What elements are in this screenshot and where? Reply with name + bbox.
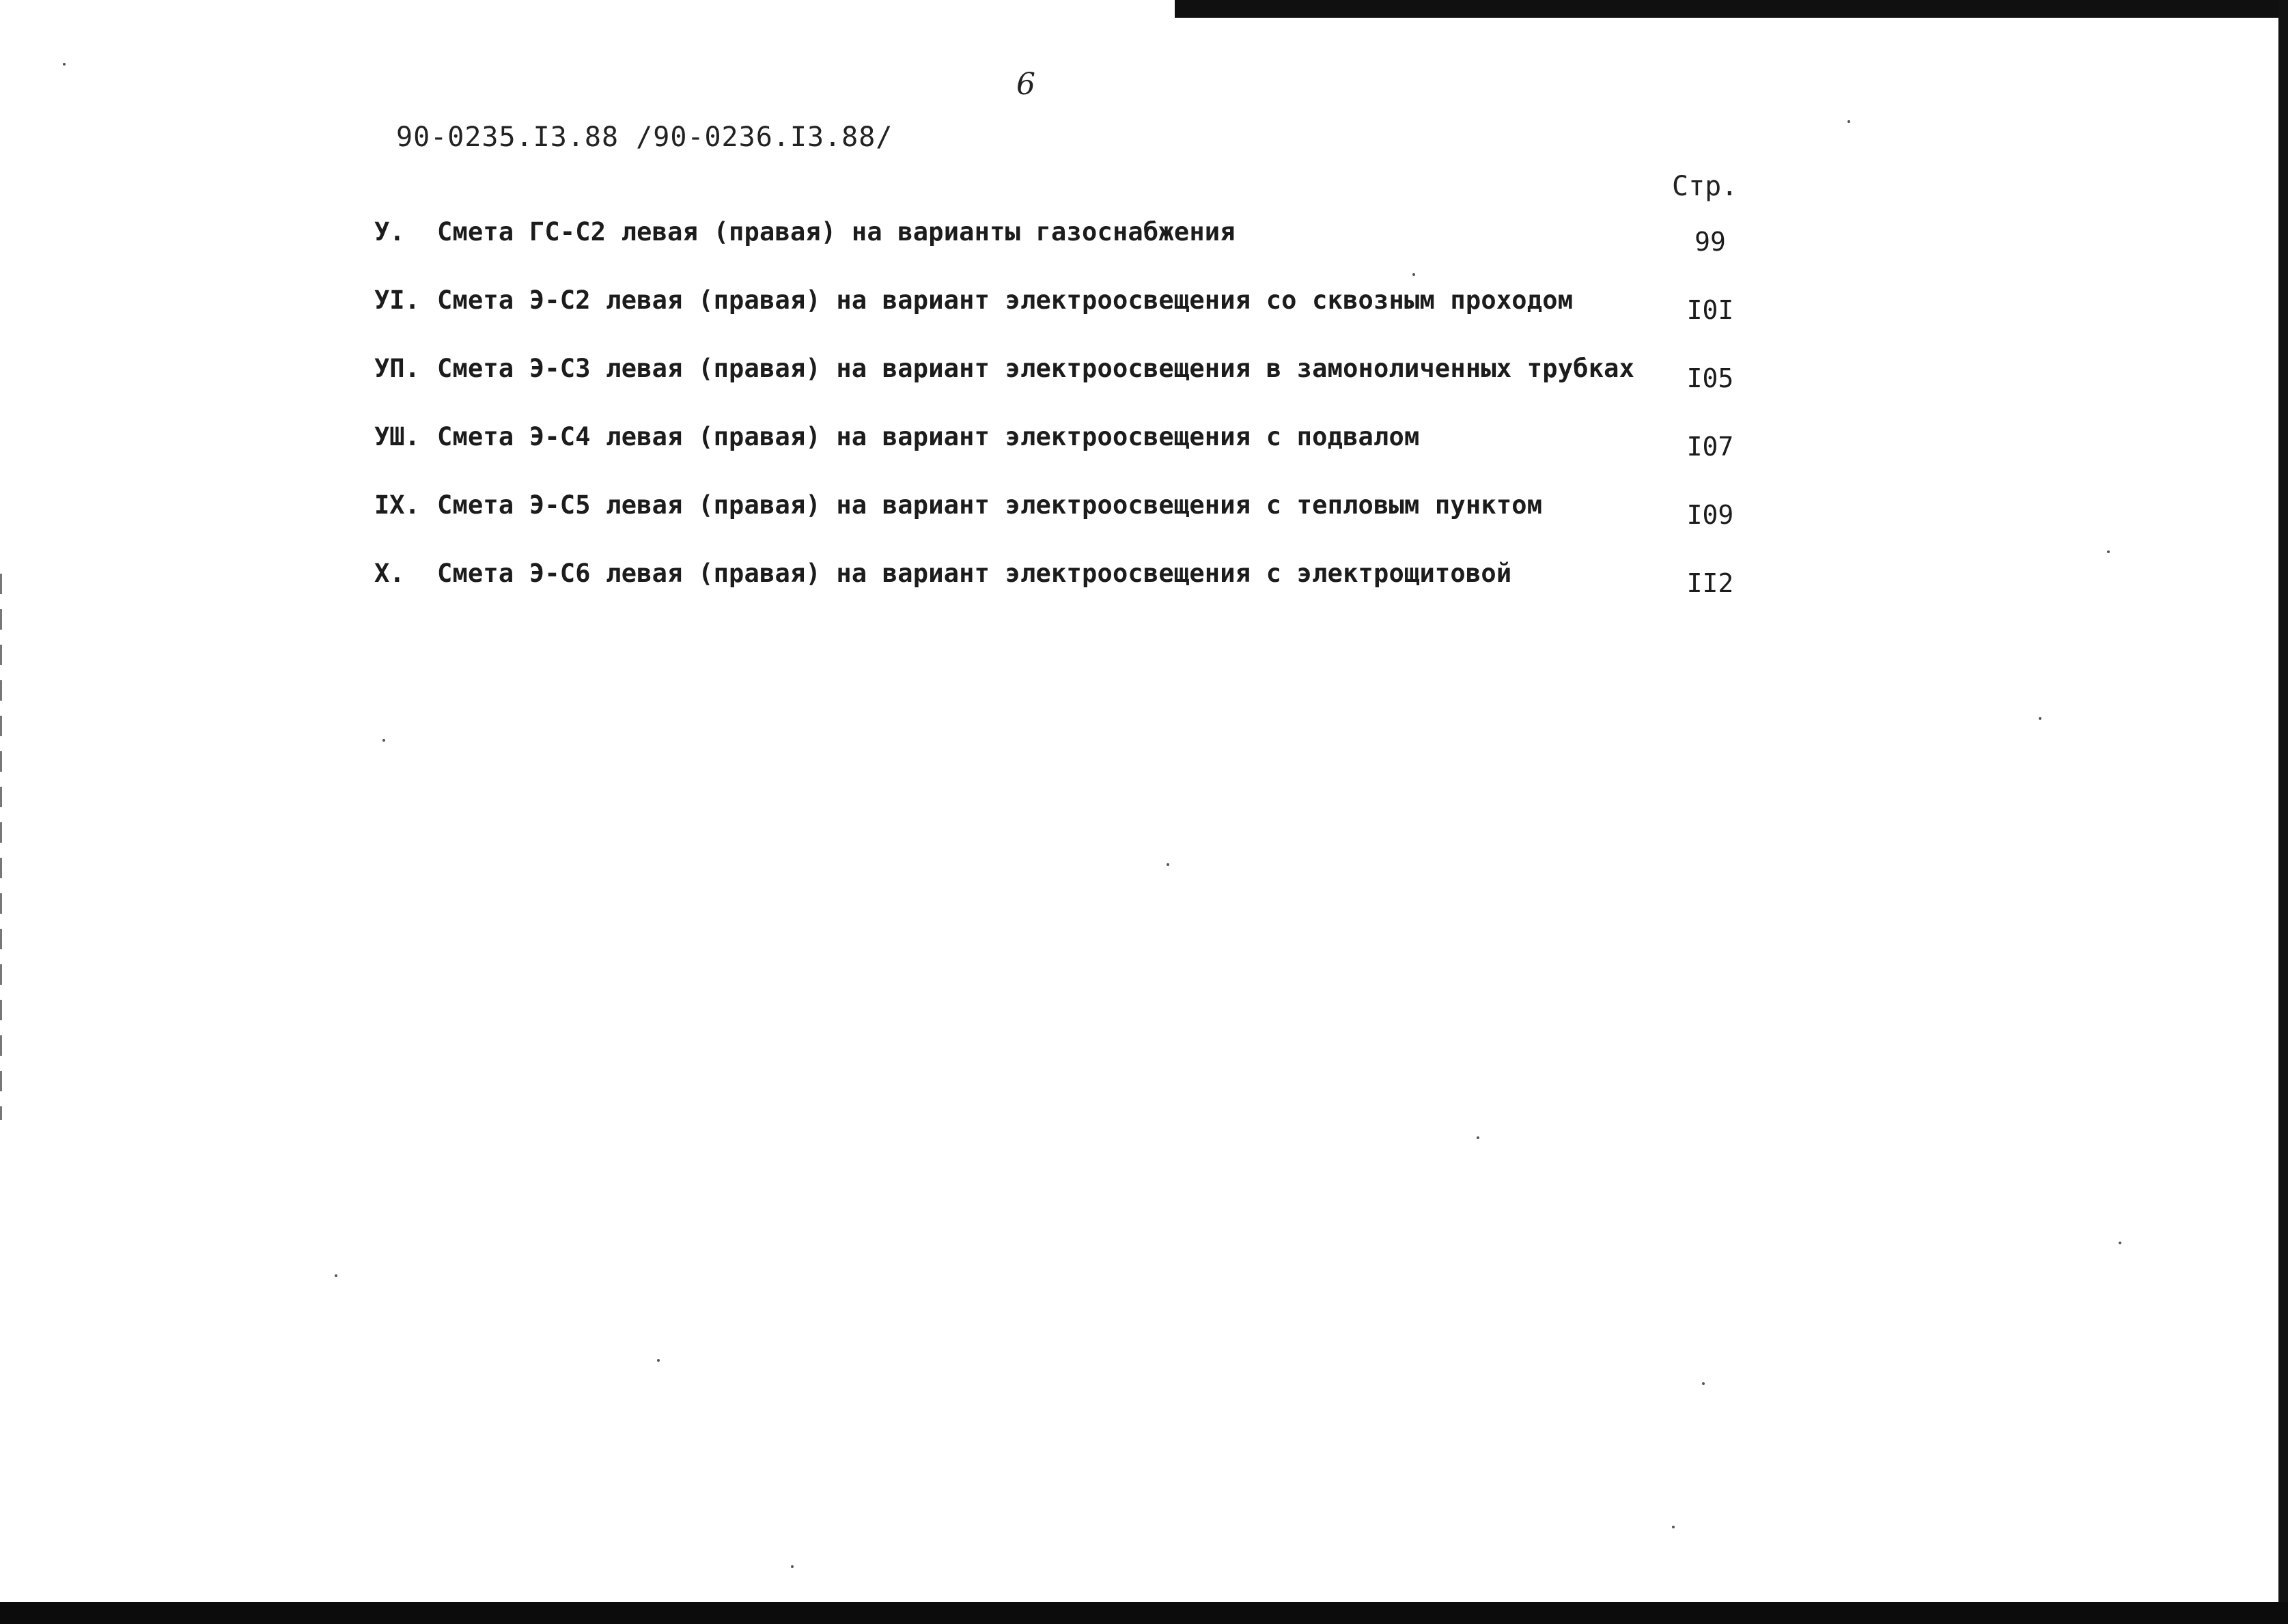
scan-speck	[1702, 1382, 1705, 1385]
scan-speck	[1477, 1136, 1479, 1139]
toc-entry-title: Смета Э-С3 левая (правая) на вариант электроосвещения в замоноличенных трубках	[437, 354, 1635, 383]
scan-border-left	[0, 574, 2, 1120]
toc-entry-title: Смета Э-С4 левая (правая) на вариант электроосвещения с подвалом	[437, 422, 1420, 451]
toc-entry-page: I09	[1686, 500, 1734, 530]
toc-entry-page: 99	[1694, 227, 1726, 257]
toc-entry-number: Х.	[374, 559, 405, 588]
toc-entry-number: У.	[374, 217, 405, 247]
toc-entry	[374, 354, 1795, 395]
toc-entry	[374, 490, 1795, 531]
document-code: 90-0235.I3.88 /90-0236.I3.88/	[396, 122, 893, 153]
scan-speck	[1847, 120, 1850, 123]
toc-entry-page: I05	[1686, 363, 1734, 393]
toc-entry-page: I07	[1686, 432, 1734, 462]
scan-speck	[1412, 273, 1415, 276]
scan-speck	[2107, 550, 2110, 553]
toc-entry-page: I0I	[1686, 295, 1734, 325]
scan-border-bottom	[0, 1602, 2288, 1624]
scan-speck	[382, 739, 385, 742]
toc-entry-number: УШ.	[374, 422, 420, 451]
scan-border-top	[1175, 0, 2288, 18]
toc-entry	[374, 285, 1795, 326]
scan-speck	[335, 1274, 337, 1277]
toc-entry-title: Смета ГС-С2 левая (правая) на варианты газоснабжения	[437, 217, 1236, 247]
scan-speck	[63, 63, 66, 66]
toc-entry-page: II2	[1686, 568, 1734, 598]
toc-entry	[374, 559, 1795, 600]
scan-speck	[657, 1359, 660, 1362]
toc-entry-title: Смета Э-С2 левая (правая) на вариант электроосвещения со сквозным проходом	[437, 285, 1574, 315]
toc-entry	[374, 217, 1795, 258]
toc-entry-title: Смета Э-С5 левая (правая) на вариант электроосвещения с тепловым пунктом	[437, 490, 1543, 520]
toc-entry-number: УП.	[374, 354, 420, 383]
toc-entry-title: Смета Э-С6 левая (правая) на вариант электроосвещения с электрощитовой	[437, 559, 1512, 588]
page-number: 6	[1016, 67, 1035, 102]
scan-speck	[2039, 717, 2041, 720]
toc-entry-number: УI.	[374, 285, 420, 315]
scan-speck	[2119, 1242, 2121, 1244]
scan-border-right	[2278, 0, 2288, 1624]
toc-entry	[374, 422, 1795, 463]
toc-entry-number: IX.	[374, 490, 420, 520]
scan-speck	[1672, 1526, 1675, 1528]
page-column-label: Стр.	[1672, 171, 1738, 202]
scan-speck	[791, 1565, 794, 1568]
scan-speck	[1167, 863, 1169, 866]
